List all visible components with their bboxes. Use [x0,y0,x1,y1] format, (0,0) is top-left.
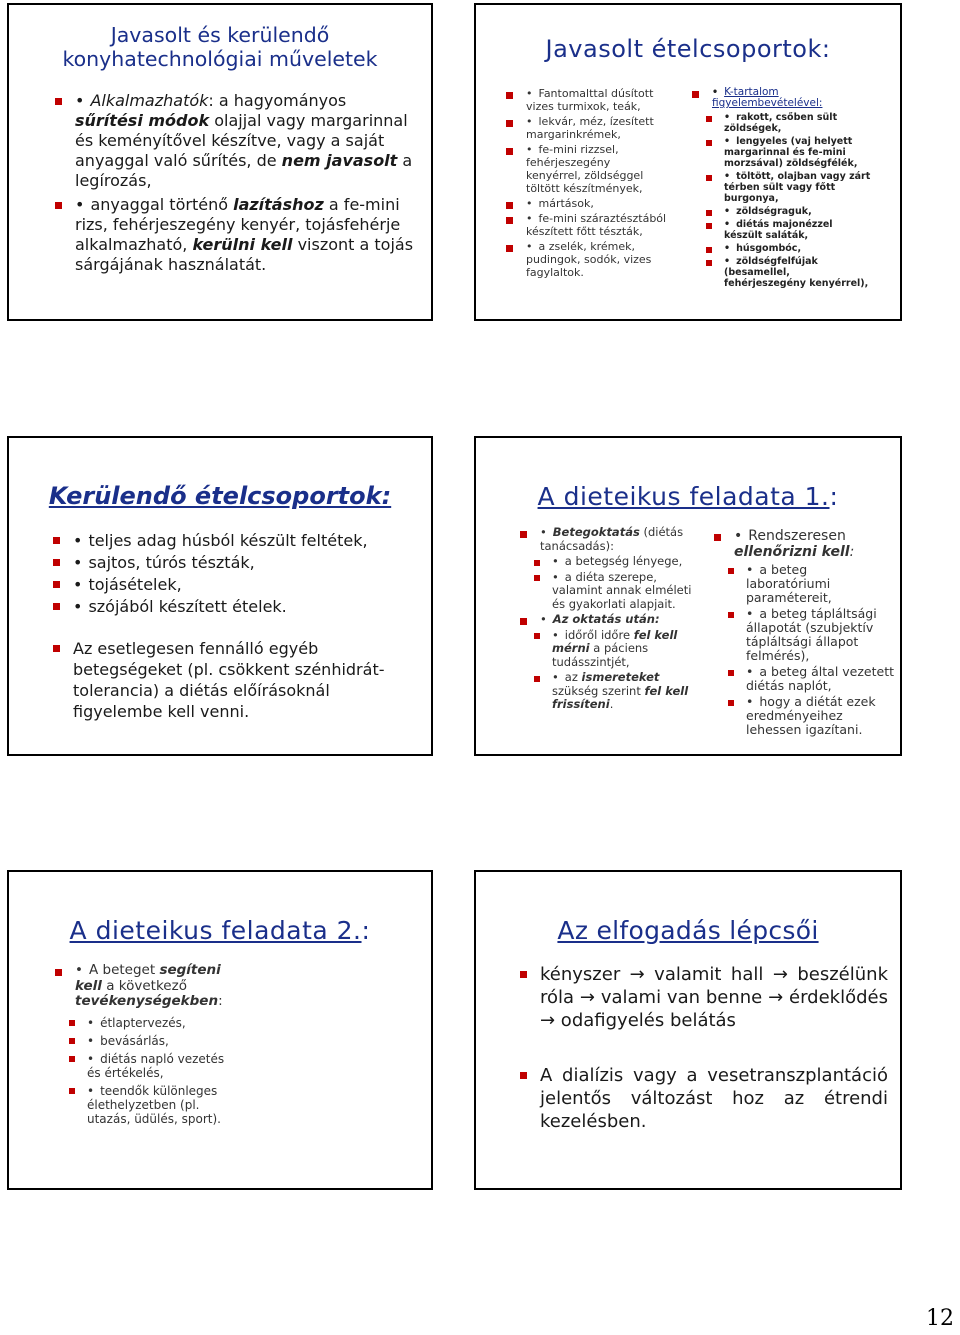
list-item: • Rendszeresen ellenőrizni kell: • a beteg laboratóriumi paramétereit, • a beteg tápláltsági állapotát (szubjektív tápláltsági állapot felmérés), • a beteg által vezetett diétás naplót, • hogy a diétát ezek eredményeihez lehessen igazítani. [714,528,894,737]
sub-item: • a diéta szerepe, valamint annak elméleti és gyakorlati alapjait. [520,571,700,612]
slide-2 [474,3,902,321]
list-item: kényszer → valamit hall → beszélünk róla → valami van benne → érdeklődés → odafigyelés belátás [520,963,888,1032]
list-item: A dialízis vagy a vesetranszplantáció jelentős változást hoz az étrendi kezelésben. [520,1064,888,1133]
list-item: Az esetlegesen fennálló egyéb betegségeket (pl. csökkent szénhidrát-tolerancia) a diétás előírásoknál figyelembe kell venni. [53,638,417,722]
slide-5-list [55,963,241,1126]
list-item: • sajtos, túrós tészták, [53,552,417,573]
sub-item: • diétás napló vezetés és értékelés, [55,1052,241,1080]
slide-3-title: Kerülendő ételcsoportok: [48,482,392,510]
sub-item: • diétás majonézzel készült saláták, [692,219,872,241]
list-item: • Az oktatás után: • időről időre fel kell mérni a páciens tudásszintjét, • az ismereteket szükség szerint fel kell frissíteni. [520,613,700,712]
list-item: • lekvár, méz, ízesített margarinkrémek, [506,115,668,141]
slide-3 [7,436,433,756]
list-item: • tojásételek, [53,574,417,595]
slide-1 [7,3,433,321]
slide-3-list [53,530,417,722]
list-item: • szójából készített ételek. [53,596,417,617]
slide-2-left-list [506,87,668,279]
list-item: • teljes adag húsból készült feltétek, [53,530,417,551]
sub-item: • a beteg laboratóriumi paramétereit, [714,563,894,605]
sub-item: • zöldségfelfújak (besamellel, fehérjeszegény kenyérrel), [692,256,872,289]
sub-item: • a betegség lényege, [520,555,700,569]
list-item: • A beteget segíteni kell a következő tevékenységekben: • étlaptervezés, • bevásárlás, • diétás napló vezetés és értékelés, • teendők különleges élethelyzetben (pl. utazás, üdülés, sport). [55,963,241,1126]
list-item: • fe-mini száraztésztából készített főtt tészták, [506,212,668,238]
list-item: • Fantomalttal dúsított vizes turmixok, teák, [506,87,668,113]
sub-item: • rakott, csőben sült zöldségek, [692,112,872,134]
sub-item: • töltött, olajban vagy zárt térben sült vagy főtt burgonya, [692,171,872,204]
slide-4 [474,436,902,756]
list-item: • Betegoktatás (diétás tanácsadás): • a betegség lényege, • a diéta szerepe, valamint annak elméleti és gyakorlati alapjait. [520,526,700,611]
slide-5 [7,870,433,1190]
sub-item: • hogy a diétát ezek eredményeihez lehessen igazítani. [714,695,894,737]
list-item: • anyaggal történő lazításhoz a fe-mini rizs, fehérjeszegény kenyér, tojásfehérje alkalmazható, kerülni kell viszont a tojás sárgájának használatát. [55,195,417,275]
sub-item: • húsgombóc, [692,243,872,254]
slide-6-title: Az elfogadás lépcsői [557,916,819,945]
sub-item: • időről időre fel kell mérni a páciens tudásszintjét, [520,629,700,670]
sub-item: • bevásárlás, [55,1034,241,1048]
page-number: 12 [926,1306,954,1331]
sub-item: • étlaptervezés, [55,1016,241,1030]
list-item: • Alkalmazhatók: a hagyományos sűrítési módok olajjal vagy margarinnal és keményítővel készítve, vagy a saját anyaggal való sűrítés, de nem javasolt a legírozás, [55,91,417,191]
sub-item: • teendők különleges élethelyzetben (pl. utazás, üdülés, sport). [55,1084,241,1126]
slide-4-right-list [714,528,894,737]
sub-item: • zöldségraguk, [692,206,872,217]
slide-6 [474,870,902,1190]
slide-1-title: Javasolt és kerülendő konyhatechnológiai műveletek [62,23,378,71]
sub-item: • lengyeles (vaj helyett margarinnal és fe-mini morzsával) zöldségfélék, [692,136,872,169]
list-item: • K-tartalom figyelembevételével: • rakott, csőben sült zöldségek, • lengyeles (vaj helyett margarinnal és fe-mini morzsával) zöldségfélék, • töltött, olajban vagy zárt térben sült vagy főtt burgonya, • zöldségraguk, • diétás majonézzel készült saláták, • húsgombóc, • zöldségfelfújak (besamellel, fehérjeszegény kenyérrel), [692,87,872,289]
slide-1-list [55,91,417,275]
slide-6-list [520,963,888,1133]
sub-item: • a beteg által vezetett diétás naplót, [714,665,894,693]
slide-2-right-list [692,87,872,289]
sub-item: • a beteg tápláltsági állapotát (szubjektív tápláltsági állapot felmérés), [714,607,894,663]
list-item: • mártások, [506,197,668,210]
slide-4-left-list [520,526,700,712]
slide-2-title: Javasolt ételcsoportok: [545,35,831,63]
slide-4-title: A dieteikus feladata 1.: [537,482,839,511]
sub-item: • az ismereteket szükség szerint fel kell frissíteni. [520,671,700,712]
slide-5-title: A dieteikus feladata 2.: [69,916,371,945]
list-item: • a zselék, krémek, pudingok, sodók, vizes fagylaltok. [506,240,668,279]
list-item: • fe-mini rizzsel, fehérjeszegény kenyérrel, zöldséggel töltött készítmények, [506,143,668,195]
